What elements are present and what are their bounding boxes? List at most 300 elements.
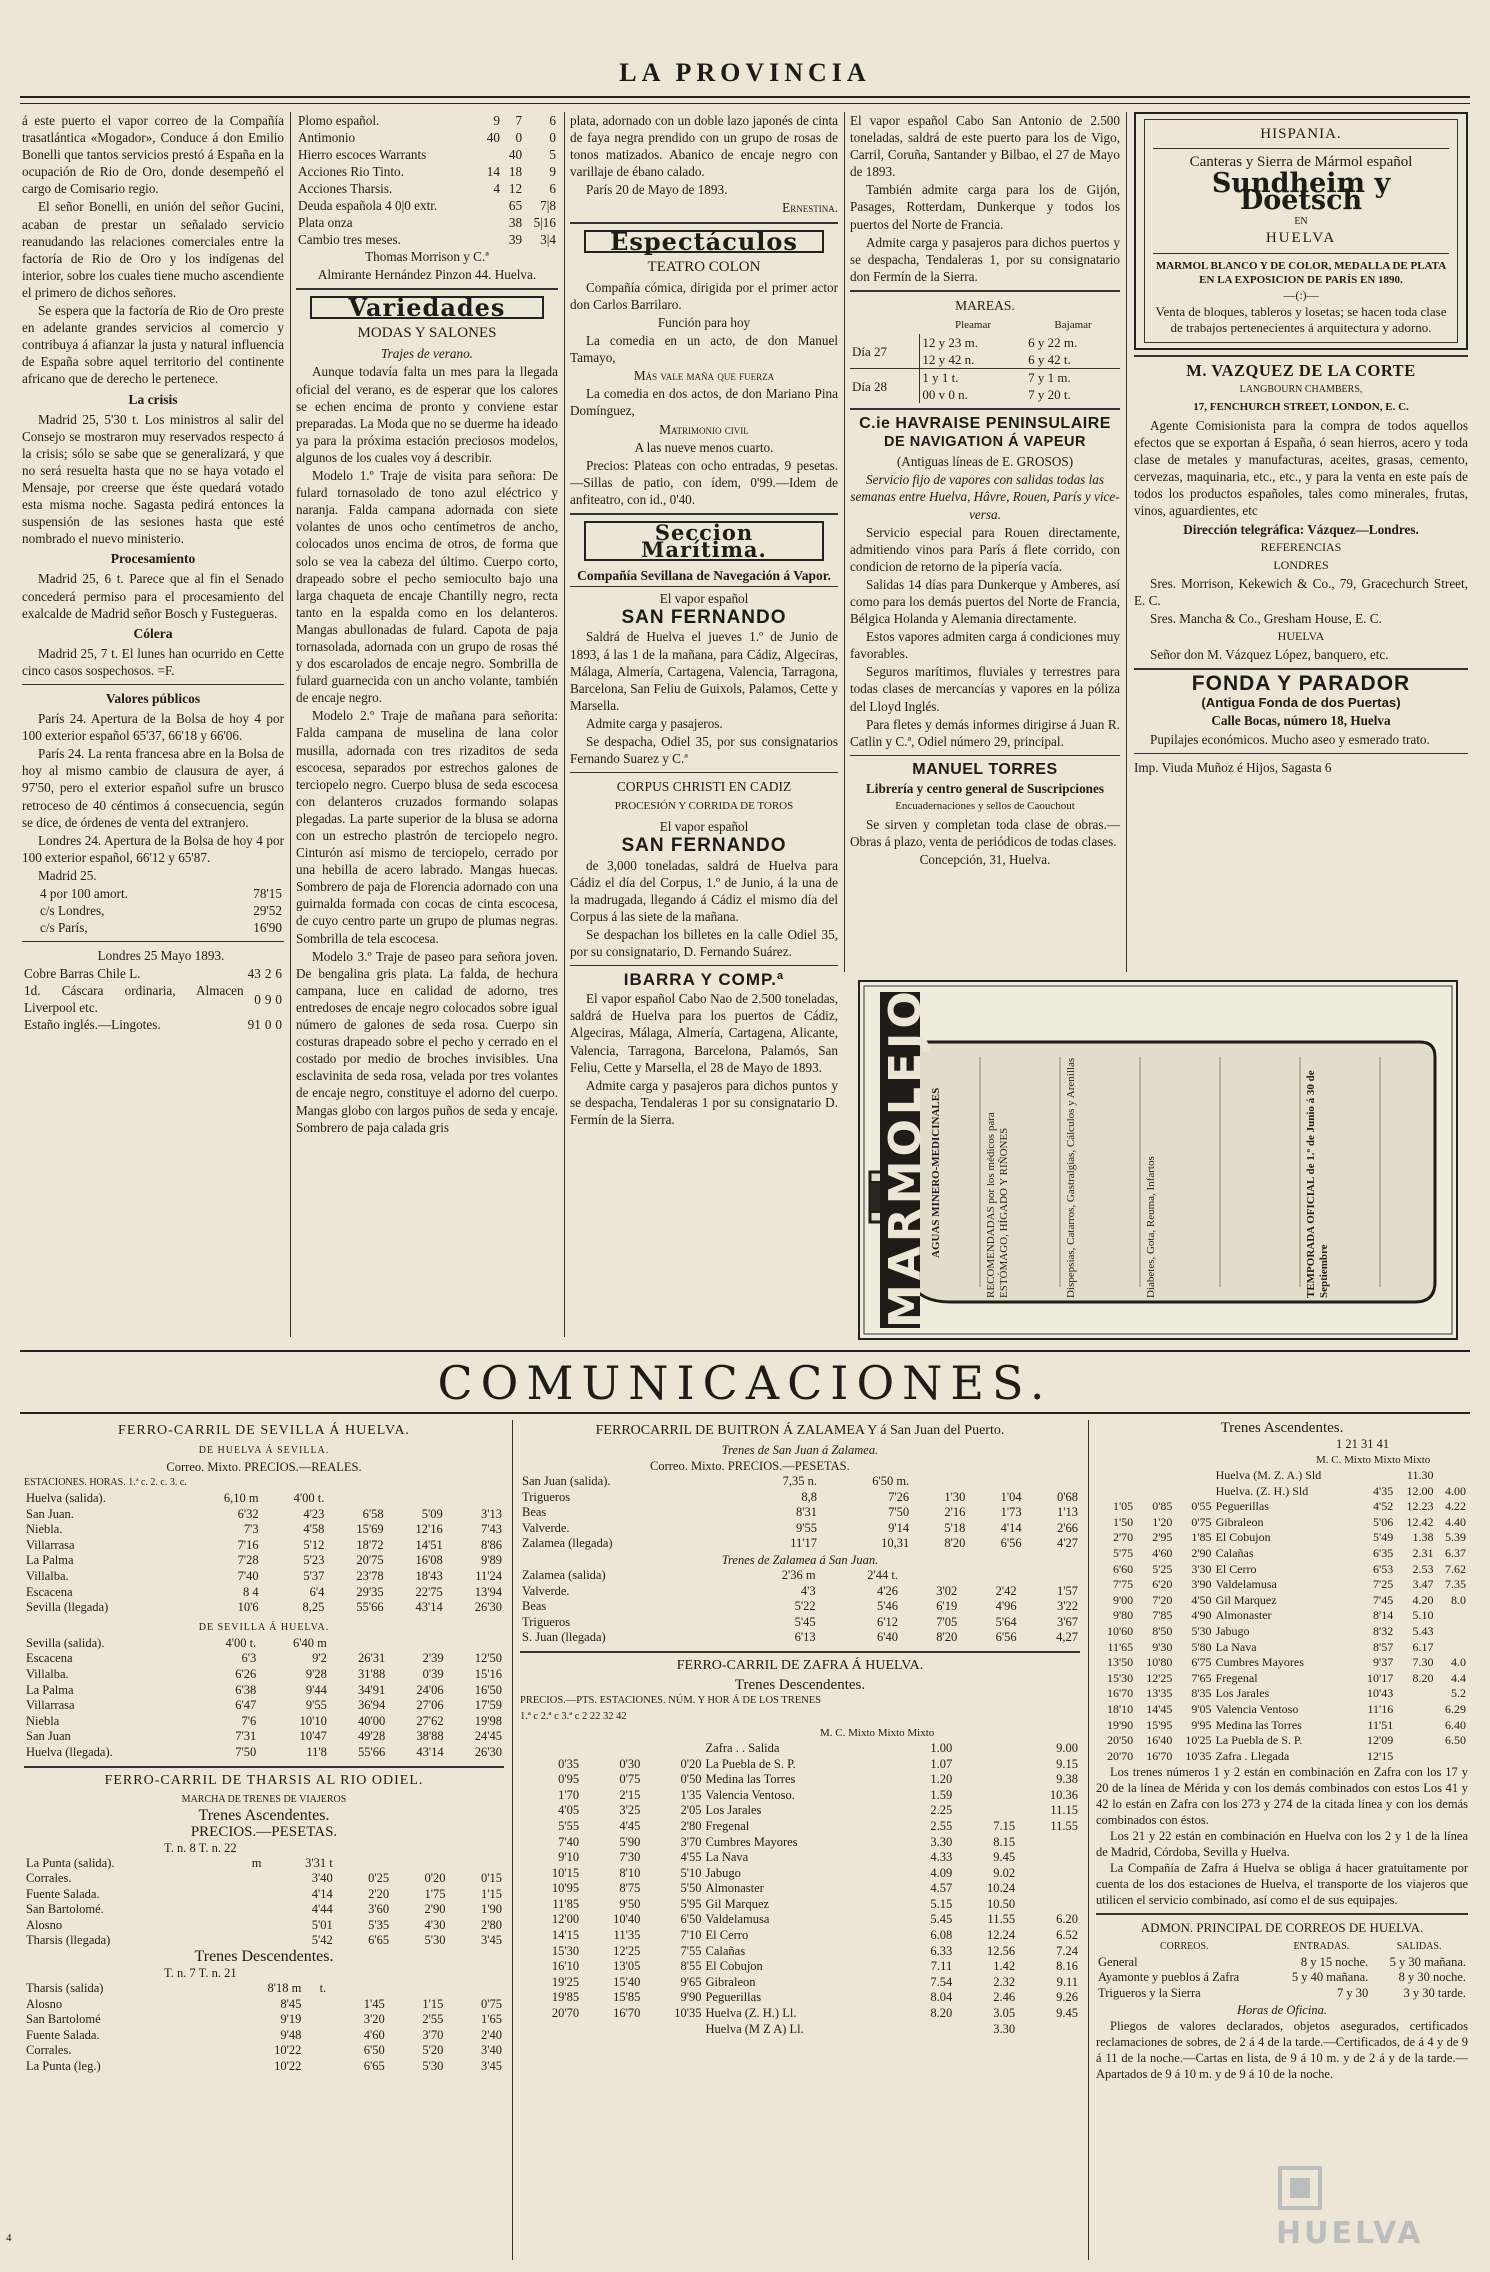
- table-cell: 55'66: [357, 1744, 386, 1759]
- table-cell: [1017, 1866, 1080, 1882]
- table-cell: 12.00: [1406, 1483, 1434, 1498]
- table-cell: 5'23: [303, 1553, 325, 1568]
- column-5: [1134, 112, 1468, 972]
- table-cell: 6.29: [1445, 1701, 1466, 1716]
- article-paragraph: Saldrá de Huelva el jueves 1.º de Junio de 1893, á las 1 de la mañana, para Cádiz, Algeciras, Málaga, Almería, Cartagena, Valencia, Tarragona, Barcelona, San Feliu de Guixols, Palamos, Cette y Marsella.: [570, 629, 838, 713]
- article-paragraph: Aunque todavía falta un mes para la llegada oficial del verano, es de esperar que los calores se echen encima de pronto y conviene estar preparadas. La Moda que no se duerme ha ideado ya para la próxima estación preciosos modelos, algunos de los cuales voy á describir.: [296, 364, 558, 465]
- table-cell: Beas: [522, 1505, 547, 1520]
- table-row: [520, 1741, 1080, 1757]
- table-cell: 11'16: [1367, 1701, 1394, 1716]
- subheading: PROCESIÓN Y CORRIDA DE TOROS: [614, 800, 794, 813]
- table-header: 1 21 31 41: [1336, 1437, 1390, 1451]
- table-cell: Fregenal: [705, 1818, 750, 1833]
- table-cell: 2.31: [1412, 1545, 1434, 1560]
- table-cell: 12.42: [1406, 1514, 1434, 1529]
- table-cell: 6.40: [1445, 1717, 1466, 1732]
- table-cell: 4'96: [995, 1599, 1017, 1614]
- table-cell: 1.38: [1412, 1530, 1434, 1545]
- table-row: [24, 1600, 504, 1616]
- table-cell: 0'35: [558, 1756, 580, 1771]
- section-heading: La crisis: [128, 391, 178, 407]
- table-cell: El Cerro: [1215, 1561, 1257, 1576]
- dateline: Madrid 25.: [38, 867, 97, 883]
- table-cell: 7'55: [680, 1943, 702, 1958]
- table-cell: 19'90: [1107, 1717, 1134, 1732]
- signature: Thomas Morrison y C.ª: [365, 249, 489, 264]
- table-cell: 2'70: [1113, 1530, 1134, 1545]
- table-row: [24, 1745, 504, 1761]
- table-cell: 2'44 t.: [867, 1567, 898, 1582]
- table-cell: 1'30: [944, 1489, 966, 1504]
- table-cell: Sevilla (llegada): [26, 1600, 109, 1615]
- table-row: [1096, 1986, 1468, 2002]
- table-cell: 1'04: [1000, 1489, 1022, 1504]
- article-paragraph: París 24. Apertura de la Bolsa de hoy 4 por 100 exterior español 65'37, 66'18 y 66'06.: [22, 711, 284, 744]
- table-row: [520, 1819, 1080, 1835]
- table-row: [1096, 1577, 1468, 1593]
- table-cell: 3'25: [619, 1803, 641, 1818]
- article-paragraph: Londres 24. Apertura de la Bolsa de hoy 4 por 100 exterior español, 66'12 y 65'87.: [22, 832, 284, 865]
- table-cell: 7'40: [558, 1834, 580, 1849]
- play-title: Matrimonio civil: [659, 421, 749, 437]
- table-cell: San Bartolomé.: [26, 1902, 104, 1917]
- table-cell: Zalamea (llegada): [522, 1536, 613, 1551]
- timetable: [520, 1474, 1080, 1552]
- ship-name: SAN FERNANDO: [621, 607, 787, 629]
- table-cell: [904, 2022, 955, 2038]
- table-row: [24, 1997, 504, 2013]
- table-row: 12 y 42 n. 6 y 42 t.: [922, 352, 1071, 368]
- company-name: FONDA Y PARADOR: [1191, 672, 1411, 696]
- column-rule: [1126, 112, 1127, 972]
- table-cell: 6'50: [680, 1912, 702, 1927]
- table-cell: Valverde.: [522, 1520, 570, 1535]
- table-cell: 9'48: [280, 2027, 302, 2042]
- table-cell: 6'60: [1113, 1561, 1134, 1576]
- play-title: Más vale maña que fuerza: [633, 368, 775, 384]
- table-cell: Villalba.: [26, 1666, 69, 1681]
- service-line: Servicio fijo de vapores con salidas todas las semanas entre Huelva, Hâvre, Rouen, París y vice-versa.: [850, 472, 1120, 522]
- table-cell: 4.57: [930, 1881, 953, 1896]
- table-cell: 7'05: [936, 1614, 958, 1629]
- table-cell: Peguerillas: [1215, 1499, 1269, 1514]
- table-cell: [335, 1856, 391, 1872]
- table-cell: 9'65: [680, 1974, 702, 1989]
- table-row: [24, 1714, 504, 1730]
- table-row: [520, 1521, 1080, 1537]
- table-row: [1096, 1686, 1468, 1702]
- route-heading: Trenes Ascendentes.: [1220, 1420, 1344, 1436]
- table-cell: 5'25: [1152, 1561, 1173, 1576]
- table-cell: [303, 2043, 328, 2059]
- subheading: (Antiguas líneas de E. GROSOS): [896, 454, 1074, 470]
- table-row: [24, 1522, 504, 1538]
- table-cell: 14'51: [415, 1537, 443, 1552]
- ad-text: TEMPORADA OFICIAL de 1.º de Junio á 30 de Septiembre: [1305, 1070, 1330, 1298]
- table-cell: 8'35: [1191, 1686, 1212, 1701]
- table-cell: 1'20: [1152, 1514, 1173, 1529]
- table-cell: 3'60: [368, 1902, 390, 1917]
- table-cell: 9'89: [480, 1553, 502, 1568]
- ad-text: Diabetes, Gota, Reuma, Infartos: [1145, 1156, 1157, 1298]
- table-cell: 5'06: [1373, 1514, 1394, 1529]
- article-paragraph: Se despachan los billetes en la calle Odiel 35, por su consignatario, D. Fernando Suárez.: [570, 926, 838, 960]
- table-row: [1096, 1468, 1468, 1484]
- table-row: [1096, 1562, 1468, 1578]
- table-cell: 5'95: [680, 1896, 702, 1911]
- table-cell: 9'19: [280, 2012, 302, 2027]
- table-cell: 9.45: [1056, 2006, 1078, 2021]
- article-paragraph: París 24. La renta francesa abre en la Bolsa de hoy al mismo cambio de clausura de ayer, á 97'50, pero el exterior español sufre un brusco retroceso de 40 céntimos á consecuencia, según se dice, de órdenes de venta del extranjero.: [22, 746, 284, 830]
- table-cell: 7'30: [619, 1850, 641, 1865]
- table-row: [24, 1491, 504, 1507]
- table-cell: 10'35: [674, 2006, 702, 2021]
- table-header: T. n. 7 T. n. 21: [164, 1966, 237, 1981]
- subheading: (Antigua Fonda de dos Puertas): [1201, 695, 1401, 711]
- table-cell: 9'55: [305, 1698, 327, 1713]
- table-cell: 8'75: [619, 1881, 641, 1896]
- table-cell: [1024, 1474, 1080, 1490]
- dateline: París 20 de Mayo de 1893.: [586, 182, 728, 198]
- table-cell: 4'14: [311, 1886, 333, 1901]
- table-cell: 8 y 30 noche.: [1398, 1970, 1466, 1985]
- table-cell: 8.20: [930, 2006, 953, 2021]
- prices-table: [22, 965, 284, 1033]
- table-cell: 11.15: [1050, 1803, 1078, 1818]
- table-cell: 9.26: [1056, 1990, 1078, 2005]
- table-cell: 5'75: [1113, 1545, 1134, 1560]
- table-cell: 7'25: [1373, 1577, 1394, 1592]
- table-row: [24, 1636, 504, 1652]
- table-cell: 3'45: [480, 2059, 502, 2074]
- table-cell: 1.59: [930, 1787, 953, 1802]
- table-cell: 5.43: [1412, 1623, 1434, 1638]
- table-cell: 6'56: [995, 1630, 1017, 1645]
- ad-text: EN: [1294, 216, 1308, 228]
- table-cell: 7.30: [1412, 1655, 1434, 1670]
- table-cell: 0'75: [619, 1772, 641, 1787]
- table-cell: [1435, 1749, 1468, 1765]
- table-cell: 8.16: [1056, 1959, 1078, 1974]
- table-cell: [1395, 1702, 1435, 1718]
- table-cell: 24'06: [416, 1682, 444, 1697]
- table-cell: 9.45: [993, 1850, 1016, 1865]
- table-cell: 3 y 30 tarde.: [1403, 1986, 1466, 2001]
- table-row: [520, 1788, 1080, 1804]
- table-cell: Medina las Torres: [705, 1772, 796, 1787]
- table-cell: Gibraleon: [1215, 1514, 1264, 1529]
- table-cell: 6'13: [794, 1630, 816, 1645]
- ad-brand: MARMOLEJO: [880, 987, 931, 1328]
- table-cell: [1096, 1468, 1135, 1484]
- table-row: [1096, 1733, 1468, 1749]
- table-cell: 6'65: [368, 1933, 390, 1948]
- table-cell: 8.0: [1451, 1592, 1466, 1607]
- table-cell: 12'15: [1367, 1748, 1394, 1763]
- table-cell: 6'50: [363, 2043, 385, 2058]
- table-cell: 3.30: [993, 2021, 1016, 2036]
- table-cell: 11'17: [790, 1536, 818, 1551]
- column-1: [22, 112, 284, 1337]
- table-cell: 7 y 30: [1337, 1986, 1369, 2001]
- table-cell: Cumbres Mayores: [705, 1834, 798, 1849]
- table-cell: 5'46: [876, 1599, 898, 1614]
- table-cell: 6'35: [1373, 1545, 1394, 1560]
- table-row: [520, 1975, 1080, 1991]
- table-cell: 4'60: [363, 2027, 385, 2042]
- table-cell: Huelva (M. Z. A.) Sld: [1215, 1468, 1322, 1482]
- table-cell: 2'55: [422, 2012, 444, 2027]
- table-cell: [329, 1636, 387, 1652]
- column-rule: [1088, 1420, 1089, 2260]
- article-paragraph: Admite carga y pasajeros para dichos puntos y se despacha, Tendaleras 1 por su consignatario D. Fermín de la Sierra.: [570, 1077, 838, 1127]
- table-cell: 10.50: [986, 1896, 1016, 1911]
- table-row: [1096, 1530, 1468, 1546]
- table-cell: 7.54: [930, 1974, 953, 1989]
- table-cell: 16'08: [415, 1553, 443, 1568]
- table-cell: 8.15: [993, 1834, 1016, 1849]
- table-cell: 12.24: [986, 1928, 1016, 1943]
- table-cell: San Juan (salida).: [522, 1474, 611, 1488]
- table-cell: [954, 1757, 1017, 1773]
- route-heading: Trenes de San Juan á Zalamea.: [721, 1443, 879, 1457]
- table-cell: 49'28: [357, 1729, 386, 1744]
- railway-title: FERROCARRIL DE BUITRON Á ZALAMEA Y á San Juan del Puerto.: [595, 1423, 1005, 1438]
- table-cell: 8,8: [801, 1489, 818, 1504]
- article-paragraph: El vapor español Cabo San Antonio de 2.500 toneladas, saldrá de este puerto para los de Vigo, Carril, Coruña, Santander y Bilbao, el 27 de Mayo de 1893.: [850, 113, 1120, 180]
- table-cell: [1435, 1640, 1468, 1656]
- table-cell: 1'90: [480, 1902, 502, 1917]
- signature: Ernestina.: [782, 200, 838, 216]
- table-row: [520, 1944, 1080, 1960]
- table-cell: 6'4: [309, 1584, 325, 1599]
- table-cell: 9'80: [1113, 1608, 1134, 1623]
- table-row: [24, 1918, 504, 1934]
- table-row: [24, 1667, 504, 1683]
- table-cell: [448, 1856, 504, 1872]
- table-cell: La Palma: [26, 1682, 74, 1697]
- section-heading: TEATRO COLON: [647, 258, 761, 275]
- table-cell: 0'68: [1056, 1489, 1078, 1504]
- table-header: 1.ª c 2.ª c 3.ª c 2 22 32 42: [520, 1710, 627, 1722]
- ad-subheading: Canteras y Sierra de Mármol español: [1189, 154, 1413, 171]
- table-cell: 8'20: [936, 1630, 958, 1645]
- table-cell: Calañas: [1215, 1545, 1254, 1560]
- table-cell: 7'31: [235, 1729, 257, 1744]
- divider: [1134, 355, 1468, 357]
- article-paragraph: Modelo 3.º Traje de paseo para señora joven. De bengalina gris plata. La falda, de hechura campana, luce en calidad de adorno, tres entredoses de encaje negro colocados sobre igual número de galones de seda rosa. Cuerpo sin costuras drapeado sobre el pecho y cerrado en el costado por medio de broches invisibles. Una esclavinita de seda rosa, velada por tres volantes de encaje negro, constituye el adorno del cuerpo. Mangas globo con largos puños de seda y encaje. Sombrero de paja calada gris: [296, 948, 558, 1135]
- watermark-text: HUELVA: [1276, 2216, 1424, 2251]
- route-heading: Trenes de Zalamea á San Juan.: [721, 1552, 879, 1567]
- table-header: T. n. 8 T. n. 22: [164, 1840, 237, 1855]
- table-cell: 36'94: [357, 1698, 386, 1713]
- table-row: [24, 2043, 504, 2059]
- table-cell: El Cerro: [705, 1928, 749, 1943]
- table-cell: 12'25: [613, 1943, 641, 1958]
- table-cell: 4.33: [930, 1850, 953, 1865]
- table-cell: [233, 1933, 264, 1949]
- table-row: [520, 1959, 1080, 1975]
- table-cell: La Puebla de S. P.: [705, 1756, 796, 1771]
- table-cell: 1'15: [480, 1886, 502, 1901]
- table-cell: 8 4: [243, 1584, 259, 1599]
- article-paragraph: Modelo 2.º Traje de mañana para señorita: Falda campana de muselina de lana color musilla, adornada con tres rizaditos de seda escocesa, separados por estrechos galones de terciopelo negro. Cuerpo blusa de seda escocesa con delanteros cruzados formando solapas plegadas. La parte superior de la blusa se adorna con un estrecho plastrón de terciopelo negro. Cinturón así mismo de terciopelo, cerrado por una hebilla de acero labrado. Mangas huecas. Sombrero de paja de Florencia adornado con una guirnalda formada con cocas de cinta escocesa, de cuyo centro parte un grupo de plumas negras. Sombrilla de tela escocesa.: [296, 708, 558, 946]
- table-cell: 7.15: [993, 1818, 1016, 1833]
- table-cell: 11.55: [1050, 1818, 1078, 1833]
- ornament: —(:)—: [1283, 287, 1319, 302]
- table-cell: 13'94: [474, 1584, 502, 1599]
- table-cell: 15'95: [1146, 1717, 1173, 1732]
- table-cell: 5'50: [680, 1881, 702, 1896]
- table-cell: 3'31 t: [305, 1855, 333, 1870]
- table-cell: 2'80: [680, 1818, 702, 1833]
- table-cell: 8'10: [619, 1865, 641, 1880]
- table-cell: Huelva (llegada).: [26, 1744, 113, 1759]
- table-cell: 5'35: [368, 1917, 390, 1932]
- table-cell: Valverde.: [522, 1583, 570, 1598]
- table-row: Deuda española 4 0|0 extr. 65 7|8: [298, 198, 556, 213]
- divider: [22, 941, 284, 942]
- timetable: [520, 1568, 1080, 1646]
- table-cell: Almonaster: [705, 1881, 764, 1896]
- table-cell: 0'85: [1152, 1499, 1173, 1514]
- table-row: Día 27 12 y 23 m. 6 y 22 m.: [850, 334, 1120, 351]
- table-cell: Villarrasa: [26, 1698, 75, 1713]
- table-header: ESTACIONES. HORAS. 1.ª c. 2. c. 3. c.: [24, 1477, 187, 1488]
- table-row: [1096, 1640, 1468, 1656]
- table-cell: 10'10: [299, 1713, 327, 1728]
- table-cell: 7'28: [237, 1553, 259, 1568]
- table-cell: 9'14: [888, 1520, 910, 1535]
- table-cell: 0'30: [619, 1756, 641, 1771]
- table-cell: 6.33: [930, 1943, 953, 1958]
- table-row: [1096, 1515, 1468, 1531]
- table-row: [24, 1507, 504, 1523]
- table-cell: 5 y 30 mañana.: [1389, 1954, 1466, 1969]
- schedule-note: Los trenes números 1 y 2 están en combinación en Zafra con los 17 y 20 de la línea de Mérida y con los demás combinados con estos Los 41 y 42 lo están en Zafra con los 273 y 274 de la citada línea y con los demás combinados con éstos.: [1096, 1765, 1468, 1828]
- divider: [1096, 1913, 1468, 1915]
- table-cell: Alosno: [26, 1996, 63, 2011]
- table-cell: [642, 1741, 703, 1757]
- table-cell: 12'50: [474, 1651, 502, 1666]
- table-cell: 26'31: [357, 1651, 386, 1666]
- table-cell: [954, 1772, 1017, 1788]
- divider: [22, 684, 284, 685]
- table-cell: 4.20: [1412, 1592, 1434, 1607]
- article-paragraph: Agente Comisionista para la compra de todos aquellos efectos que se exportan á España, ó sean hierros, acero y toda clase de metales y manufacturas, aceites, grasas, cemento, cervezas, maquinaria, etc., etc., y para la venta en este país de todos los productos españoles, tales como minerales, frutas, vinos, aguardientes, etc: [1134, 417, 1468, 519]
- table-cell: Escacena: [26, 1651, 73, 1666]
- table-cell: 11.55: [987, 1912, 1016, 1927]
- table-cell: 4'05: [558, 1803, 580, 1818]
- table-cell: 7'10: [680, 1928, 702, 1943]
- table-cell: Corrales.: [26, 1871, 72, 1886]
- masthead-rule-thin: [20, 103, 1470, 104]
- table-cell: 9'00: [1113, 1592, 1134, 1607]
- table-cell: [954, 1803, 1017, 1819]
- table-cell: 2'95: [1152, 1530, 1173, 1545]
- ad-text: AGUAS MINERO-MEDICINALES: [930, 1087, 942, 1259]
- table-cell: 10'25: [1185, 1733, 1212, 1748]
- timetable: [1096, 1468, 1468, 1764]
- table-cell: 8'31: [796, 1505, 818, 1520]
- table-cell: Huelva (M Z A) Ll.: [705, 2021, 804, 2036]
- table-cell: 5'09: [421, 1506, 443, 1521]
- table-cell: 10.24: [986, 1881, 1016, 1896]
- table-cell: [1017, 2022, 1080, 2038]
- table-row: [1096, 1655, 1468, 1671]
- table-cell: 14'15: [551, 1928, 580, 1943]
- table-header: Correo. Mixto. PRECIOS.—REALES.: [166, 1460, 362, 1474]
- table-cell: Calañas: [705, 1943, 746, 1958]
- table-cell: 6'32: [237, 1506, 259, 1521]
- table-cell: 16'50: [474, 1682, 502, 1697]
- section-heading: Cólera: [133, 625, 173, 641]
- table-cell: [1019, 1568, 1080, 1584]
- table-cell: [1395, 1749, 1435, 1765]
- table-cell: Valdelamusa: [705, 1912, 770, 1927]
- table-row: [520, 1630, 1080, 1646]
- table-cell: 10'22: [274, 2059, 302, 2074]
- table-cell: 0'15: [480, 1871, 502, 1886]
- subheading: Trajes de verano.: [381, 346, 473, 362]
- table-cell: [967, 1474, 1023, 1490]
- table-row: [1096, 1608, 1468, 1624]
- table-row: 1d. Cáscara ordinaria, Almacen Liverpool etc. 0 9 0: [24, 983, 282, 1016]
- route-heading: Trenes Descendentes.: [734, 1676, 866, 1693]
- table-cell: 5'30: [1191, 1623, 1212, 1638]
- article-paragraph: Modelo 1.º Traje de visita para señora: De fulard tornasolado de tono azul eléctrico y naranja. Falda campana adornada con siete volantes de unos ocho centímetros de ancho, colocados unos encima de otros, de forma que solo se vea la cabeza del último. Cuerpo corto, drapeado sobre el pecho semioculto bajo una larga chaqueta de encaje Chantilly negro, recta tanto en la espalda como en los delanteros. Mangas abullonadas de fulard. Capota de paja tornasolada, adornada con un grupo de rosas thé y dos escarolados de encaje negro. Sombrilla de fulard guarnecida con un ancho volante, también de encaje negro.: [296, 468, 558, 706]
- table-row: [520, 1850, 1080, 1866]
- table-row: [1096, 1624, 1468, 1640]
- article-paragraph: plata, adornado con un doble lazo japonés de cinta de faya negra prendido con un grupo de rosas de tonos matizados. Abanico de encaje negro con varillaje de ébano calado.: [570, 113, 838, 180]
- table-cell: 5.39: [1445, 1530, 1466, 1545]
- table-row: [1096, 1546, 1468, 1562]
- table-cell: 10'95: [551, 1881, 580, 1896]
- table-cell: 23'78: [356, 1568, 384, 1583]
- table-cell: 1'05: [1113, 1499, 1134, 1514]
- table-cell: 8'18 m: [267, 1981, 302, 1996]
- masthead: LA PROVINCIA: [619, 58, 871, 87]
- table-cell: 3'70: [422, 2027, 444, 2042]
- table-cell: Ayamonte y pueblos á Zafra: [1098, 1970, 1240, 1985]
- address: Concepción, 31, Huelva.: [919, 852, 1051, 868]
- table-row: [520, 1835, 1080, 1851]
- table-cell: 4.40: [1445, 1514, 1466, 1529]
- table-cell: 11'85: [552, 1896, 580, 1911]
- table-cell: San Bartolomé: [26, 2012, 101, 2027]
- column-4: [850, 112, 1120, 972]
- table-row: [24, 1553, 504, 1569]
- divider: [520, 1651, 1080, 1653]
- table-cell: 5'18: [944, 1520, 966, 1535]
- article-paragraph: Para fletes y demás informes dirigirse á Juan R. Catlin y C.ª, Odiel número 29, principal.: [850, 716, 1120, 749]
- table-cell: 18'10: [1107, 1701, 1134, 1716]
- divider: [296, 288, 558, 290]
- table-cell: 0'25: [368, 1871, 390, 1886]
- table-row: [520, 1757, 1080, 1773]
- table-cell: 13'50: [1107, 1655, 1134, 1670]
- table-cell: 1'57: [1056, 1583, 1078, 1598]
- table-cell: [1096, 1484, 1135, 1500]
- table-row: [520, 1490, 1080, 1506]
- table-cell: 10'43: [1367, 1686, 1394, 1701]
- table-cell: 27'62: [416, 1713, 444, 1728]
- table-cell: 9.02: [993, 1865, 1016, 1880]
- table-cell: 10'15: [551, 1865, 580, 1880]
- table-cell: Medina las Torres: [1215, 1717, 1302, 1732]
- timetable: [24, 1636, 504, 1761]
- table-cell: Valencia Ventoso.: [705, 1787, 795, 1802]
